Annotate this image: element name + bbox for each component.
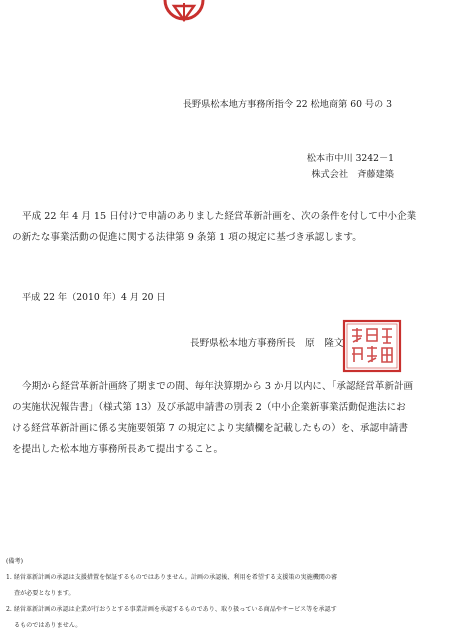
note-line: 査が必要となります。 xyxy=(14,590,75,597)
condition-line: を提出した松本地方事務所長あて提出すること。 xyxy=(12,444,224,455)
issue-date: 平成 22 年（2010 年）4 月 20 日 xyxy=(22,292,166,303)
official-seal-stamp xyxy=(340,318,404,374)
note-line: 1. 経営革新計画の承認は支援措置を保証するものではありません。計画の承認後、利用を希望する支援策の実施機関の審 xyxy=(6,574,338,581)
condition-line: ける経営革新計画に係る実施要領第 7 の規定により実績欄を記載したもの）を、承認申請書 xyxy=(12,423,408,434)
official-seal-top xyxy=(161,0,207,32)
condition-paragraph xyxy=(12,376,432,460)
recipient-address: 松本市中川 3242－1 xyxy=(306,153,394,164)
approval-paragraph xyxy=(12,206,432,248)
condition-line: 今期から経営革新計画終了期までの間、毎年決算期から 3 か月以内に、「承認経営革新計画 xyxy=(22,381,414,392)
note-line: 2. 経営革新計画の承認は企業が行おうとする事業計画を承認するものであり、取り扱っている商品やサービス等を承認す xyxy=(6,606,337,613)
notes-section xyxy=(6,554,464,634)
approval-line: の新たな事業活動の促進に関する法律第 9 条第 1 項の規定に基づき承認します。 xyxy=(12,232,362,243)
document-number: 長野県松本地方事務所指令 22 松地商第 60 号の 3 xyxy=(182,99,392,110)
approval-line: 平成 22 年 4 月 15 日付けで申請のありました経営革新計画を、次の条件を付して中小企業 xyxy=(22,211,417,222)
note-line: るものではありません。 xyxy=(14,622,82,629)
recipient-company: 株式会社 斉藤建築 xyxy=(311,169,394,180)
signer-name: 長野県松本地方事務所長 原 隆文 xyxy=(190,338,344,349)
notes-heading: (備考) xyxy=(6,558,23,565)
condition-line: の実施状況報告書」（様式第 13）及び承認申請書の別表 2（中小企業新事業活動促進法にお xyxy=(12,402,406,413)
